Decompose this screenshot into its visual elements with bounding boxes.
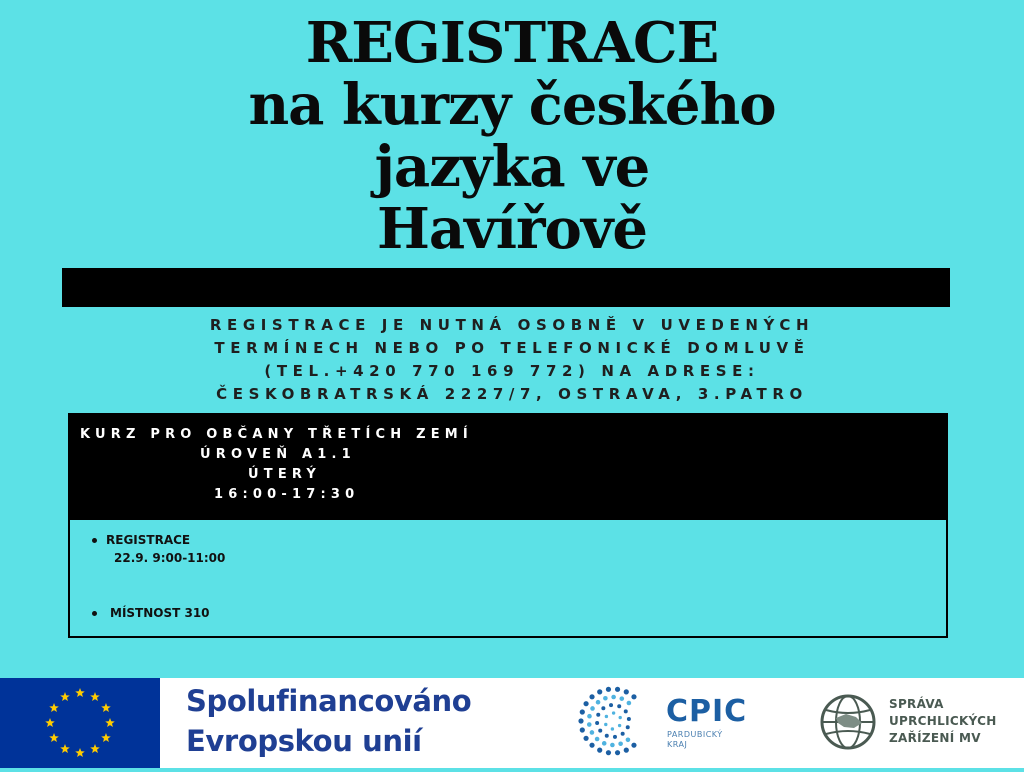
- notice-line-1: REGISTRACE JE NUTNÁ OSOBNĚ V UVEDENÝCH: [209, 316, 815, 334]
- eu-star-icon: [75, 688, 85, 697]
- cpic-sub-line-1: PARDUBICKÝ: [667, 730, 723, 739]
- globe-logo-icon: [818, 692, 878, 752]
- title-line-3: jazyka ve: [374, 134, 650, 200]
- suz-line-3: ZAŘÍZENÍ MV: [889, 731, 981, 745]
- eu-star-icon: [90, 744, 100, 753]
- course-time: 16:00-17:30: [214, 487, 360, 502]
- suz-logo-text: [889, 696, 997, 747]
- eu-star-icon: [49, 703, 59, 712]
- title-line-1: REGISTRACE: [305, 10, 719, 76]
- suz-line-2: UPRCHLICKÝCH: [889, 714, 997, 728]
- course-header: [70, 415, 946, 520]
- list-item-room: [92, 606, 210, 620]
- eu-star-icon: [75, 748, 85, 757]
- cpic-logo-subtitle: [667, 730, 723, 750]
- registration-notice: [0, 314, 1024, 406]
- cpic-logo-name: CPIC: [666, 694, 748, 729]
- eu-star-icon: [60, 692, 70, 701]
- registration-label: REGISTRACE: [106, 533, 191, 547]
- eu-star-icon: [101, 703, 111, 712]
- registration-date: 22.9. 9:00-11:00: [114, 551, 226, 565]
- eu-cofinancing-text: [186, 681, 471, 761]
- eu-star-icon: [60, 744, 70, 753]
- partner-logos-footer: [0, 678, 1024, 768]
- notice-line-3: (TEL.+420 770 169 772) NA ADRESE:: [264, 362, 760, 380]
- poster-title: [0, 12, 1024, 260]
- divider-bar: [62, 268, 950, 307]
- eu-text-line-2: Evropskou unií: [186, 724, 422, 758]
- notice-line-2: TERMÍNECH NEBO PO TELEFONICKÉ DOMLUVĚ: [214, 339, 810, 357]
- bullet-icon: [92, 611, 97, 616]
- course-name: KURZ PRO OBČANY TŘETÍCH ZEMÍ: [80, 427, 473, 442]
- eu-flag-icon: [0, 678, 160, 768]
- eu-star-icon: [45, 718, 55, 727]
- cpic-dots-logo-icon: [578, 686, 648, 756]
- room-label: MÍSTNOST 310: [110, 606, 210, 620]
- eu-star-icon: [105, 718, 115, 727]
- eu-star-icon: [49, 733, 59, 742]
- bullet-icon: [92, 538, 97, 543]
- eu-star-icon: [90, 692, 100, 701]
- notice-line-4: ČESKOBRATRSKÁ 2227/7, OSTRAVA, 3.PATRO: [216, 385, 808, 403]
- cpic-sub-line-2: KRAJ: [667, 740, 688, 749]
- title-line-2: na kurzy českého: [248, 72, 776, 138]
- title-line-4: Havířově: [376, 196, 648, 262]
- course-level: ÚROVEŇ A1.1: [200, 447, 356, 462]
- suz-line-1: SPRÁVA: [889, 697, 944, 711]
- eu-star-icon: [101, 733, 111, 742]
- course-day: ÚTERÝ: [248, 467, 322, 482]
- course-box: [68, 413, 948, 638]
- eu-text-line-1: Spolufinancováno: [186, 684, 472, 718]
- list-item-registration: [92, 533, 190, 547]
